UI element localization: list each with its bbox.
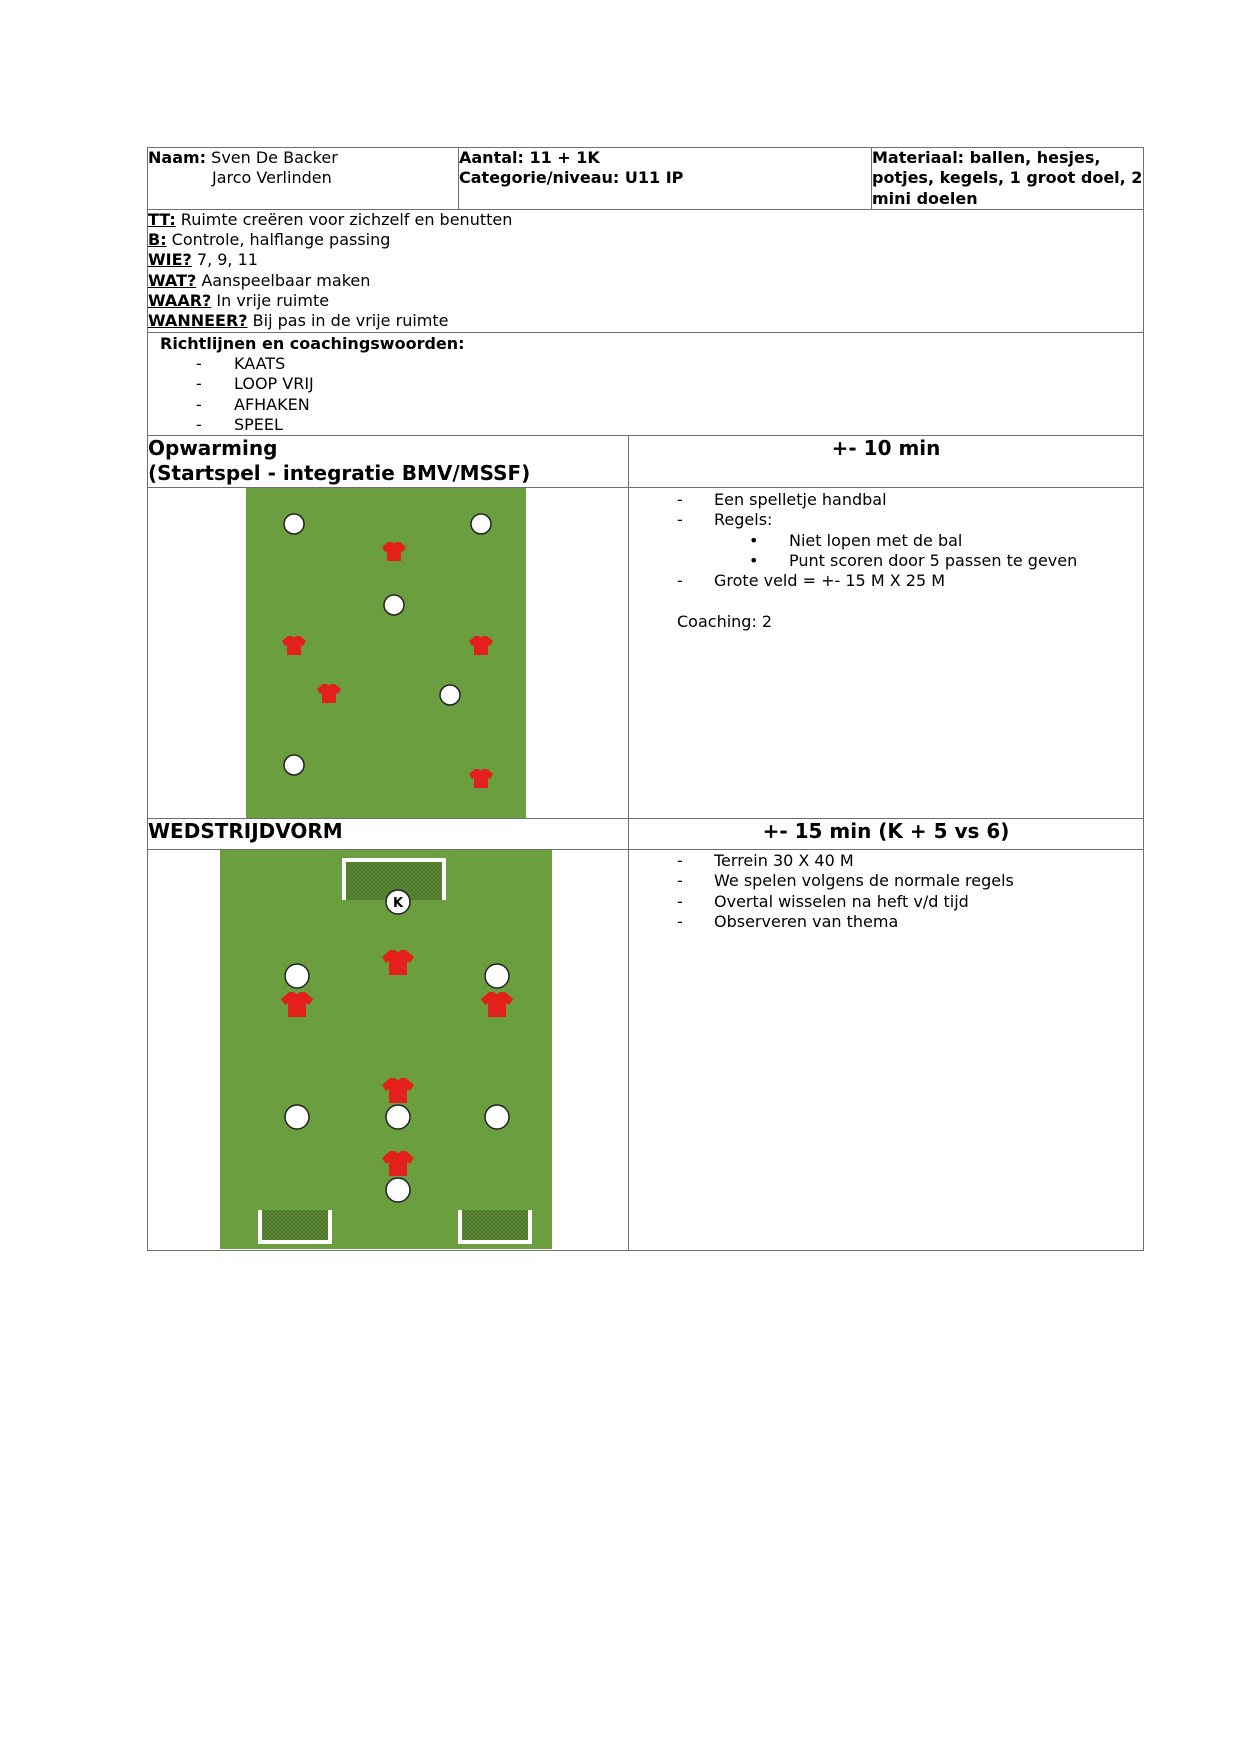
warmup-text-cell xyxy=(629,488,1144,819)
aantal-cell xyxy=(459,148,872,210)
match-item: - We spelen volgens de normale regels xyxy=(667,871,1131,891)
coaching-item: - KAATS xyxy=(148,354,1131,374)
red-shirt-icon xyxy=(382,1078,414,1103)
match-item: - Overtal wisselen na heft v/d tijd xyxy=(667,892,1131,912)
white-player-icon xyxy=(440,685,460,705)
goal-icon xyxy=(260,1210,330,1242)
match-body-row xyxy=(148,850,1144,1251)
match-header-row xyxy=(148,819,1144,850)
header-row xyxy=(148,148,1144,210)
keeper-icon xyxy=(386,890,410,914)
tt-value: Ruimte creëren voor zichzelf en benutten xyxy=(175,209,513,229)
wanneer-value: Bij pas in de vrije ruimte xyxy=(247,311,449,331)
warmup-item: - Een spelletje handbal xyxy=(667,490,1131,510)
warmup-body-row xyxy=(148,488,1144,819)
warmup-field-size: - Grote veld = +- 15 M X 25 M xyxy=(667,571,1131,591)
match-pitch xyxy=(220,850,552,1249)
warmup-rules xyxy=(667,531,1131,572)
waar-label: WAAR? xyxy=(148,291,212,311)
warmup-item: - Regels: xyxy=(667,510,1131,530)
red-shirt-icon xyxy=(382,950,414,975)
theme-cell xyxy=(148,209,1144,332)
coaching-title: Richtlijnen en coachingswoorden: xyxy=(160,333,465,353)
warmup-pitch-drawing xyxy=(246,488,526,818)
white-player-icon xyxy=(285,1105,309,1129)
goal-icon xyxy=(460,1210,530,1242)
warmup-title-cell xyxy=(148,436,629,488)
coaching-list xyxy=(148,354,1131,435)
match-time: +- 15 min (K + 5 vs 6) xyxy=(762,819,1010,844)
match-text-cell xyxy=(629,850,1144,1251)
wie-value: 7, 9, 11 xyxy=(191,250,258,270)
match-item: - Terrein 30 X 40 M xyxy=(667,851,1131,871)
categorie: Categorie/niveau: U11 IP xyxy=(459,168,684,188)
white-player-icon xyxy=(284,514,304,534)
keeper-letter: K xyxy=(392,896,404,912)
white-player-icon xyxy=(471,514,491,534)
match-title-cell xyxy=(148,819,629,850)
coaching-item: - LOOP VRIJ xyxy=(148,374,1131,394)
theme-row xyxy=(148,209,1144,332)
wanneer-label: WANNEER? xyxy=(148,311,248,331)
white-player-icon xyxy=(384,595,404,615)
match-time-cell xyxy=(629,819,1144,850)
white-player-icon xyxy=(485,1105,509,1129)
match-diagram-cell xyxy=(148,850,629,1251)
red-shirt-icon xyxy=(281,992,313,1017)
warmup-pitch xyxy=(246,488,526,818)
tt-label: TT: xyxy=(148,209,176,229)
b-label: B: xyxy=(148,230,167,250)
coaching-row xyxy=(148,332,1144,435)
match-item: - Observeren van thema xyxy=(667,912,1131,932)
wie-label: WIE? xyxy=(148,250,192,270)
match-list xyxy=(667,851,1131,932)
coaching-item: - SPEEL xyxy=(148,415,1131,435)
wat-value: Aanspeelbaar maken xyxy=(196,270,371,290)
warmup-diagram-cell xyxy=(148,488,629,819)
warmup-coaching: Coaching: 2 xyxy=(677,611,773,631)
naam-cell xyxy=(148,148,459,210)
wat-label: WAT? xyxy=(148,270,197,290)
white-player-icon xyxy=(285,964,309,988)
session-sheet xyxy=(147,147,1143,1251)
naam-1: Sven De Backer xyxy=(211,148,338,167)
red-shirt-icon xyxy=(481,992,513,1017)
warmup-title: Opwarming xyxy=(148,436,278,461)
red-shirt-icon xyxy=(382,1151,414,1176)
white-player-icon xyxy=(386,1105,410,1129)
b-value: Controle, halflange passing xyxy=(166,230,391,250)
white-player-icon xyxy=(386,1178,410,1202)
materiaal-cell xyxy=(872,148,1144,210)
match-title: WEDSTRIJDVORM xyxy=(148,819,343,844)
match-pitch-drawing xyxy=(220,850,552,1249)
materiaal: Materiaal: ballen, hesjes, potjes, kegels, 1 groot doel, 2 mini doelen xyxy=(872,148,1143,208)
coaching-cell xyxy=(148,332,1144,435)
red-shirt-icon xyxy=(469,769,493,788)
warmup-header-row xyxy=(148,436,1144,488)
session-table xyxy=(147,147,1144,1251)
warmup-rule: • Punt scoren door 5 passen te geven xyxy=(667,551,1131,571)
warmup-list xyxy=(667,490,1131,531)
aantal: Aantal: 11 + 1K xyxy=(459,148,600,167)
red-shirt-icon xyxy=(382,542,406,561)
waar-value: In vrije ruimte xyxy=(211,291,330,311)
warmup-rule: • Niet lopen met de bal xyxy=(667,531,1131,551)
warmup-list-2 xyxy=(667,571,1131,591)
warmup-time-cell xyxy=(629,436,1144,488)
white-player-icon xyxy=(284,755,304,775)
white-player-icon xyxy=(485,964,509,988)
red-shirt-icon xyxy=(317,684,341,703)
coaching-item: - AFHAKEN xyxy=(148,395,1131,415)
warmup-subtitle: (Startspel - integratie BMV/MSSF) xyxy=(148,461,531,486)
naam-2: Jarco Verlinden xyxy=(212,168,332,188)
red-shirt-icon xyxy=(469,636,493,655)
naam-label: Naam: xyxy=(148,148,207,167)
red-shirt-icon xyxy=(282,636,306,655)
warmup-time: +- 10 min xyxy=(831,436,941,461)
